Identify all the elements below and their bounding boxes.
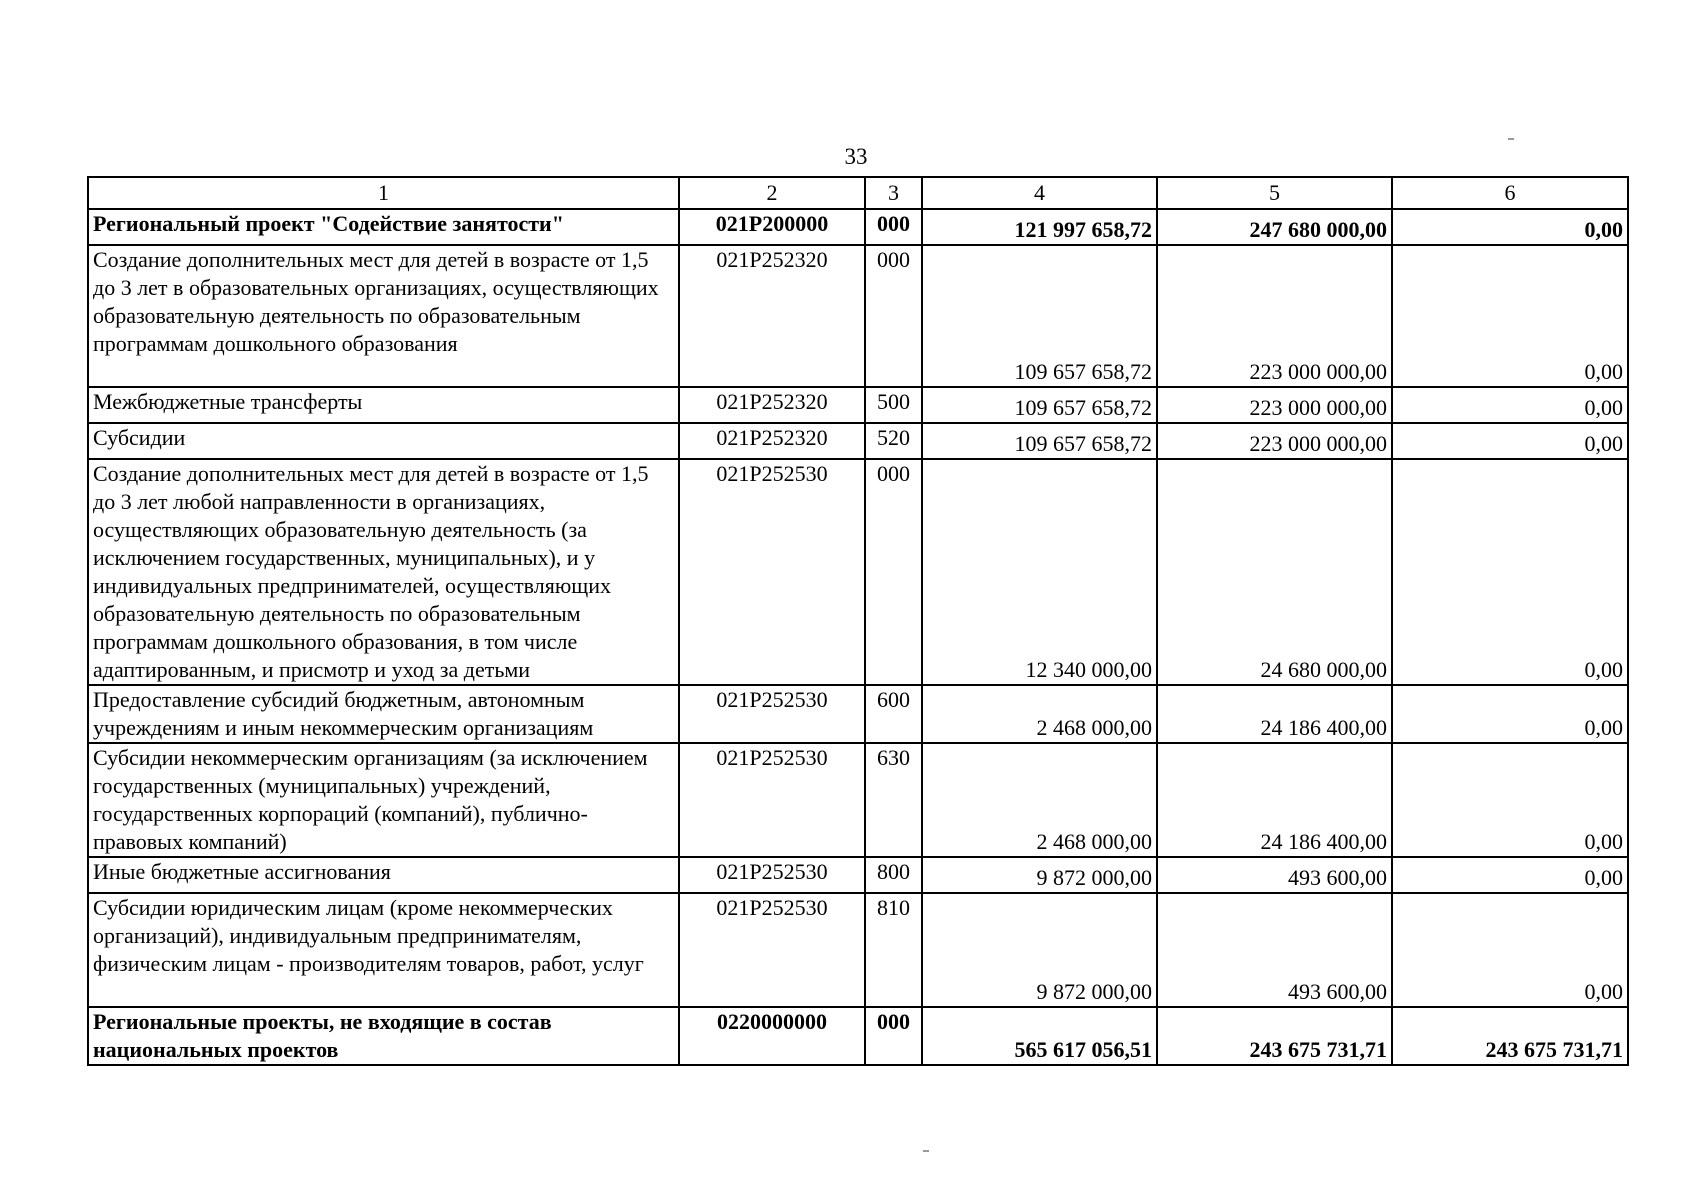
- row-name: Субсидии: [88, 423, 679, 459]
- row-kind: 000: [865, 459, 922, 685]
- row-kind: 000: [865, 1007, 922, 1065]
- column-number: 4: [922, 177, 1157, 209]
- row-code: 021P252530: [679, 893, 865, 1007]
- row-code: 021P252530: [679, 459, 865, 685]
- row-value-6: 0,00: [1392, 857, 1628, 893]
- row-value-4: 9 872 000,00: [922, 893, 1157, 1007]
- scan-speck: [923, 1150, 929, 1152]
- row-value-4: 109 657 658,72: [922, 423, 1157, 459]
- row-code: 021P252530: [679, 857, 865, 893]
- column-number: 3: [865, 177, 922, 209]
- row-code: 0220000000: [679, 1007, 865, 1065]
- row-name: Субсидии некоммерческим организациям (за исключением государственных (муниципальных) учреждений, государственных корпораций (компаний), публично-правовых компаний): [88, 743, 679, 857]
- row-kind: 630: [865, 743, 922, 857]
- row-kind: 800: [865, 857, 922, 893]
- row-value-5: 247 680 000,00: [1157, 209, 1392, 245]
- row-value-4: 565 617 056,51: [922, 1007, 1157, 1065]
- row-value-6: 0,00: [1392, 685, 1628, 743]
- budget-table: [87, 176, 1629, 1066]
- row-value-6: 0,00: [1392, 423, 1628, 459]
- column-number: 1: [88, 177, 679, 209]
- row-value-5: 493 600,00: [1157, 893, 1392, 1007]
- row-value-4: 109 657 658,72: [922, 245, 1157, 387]
- table-row: [88, 685, 1628, 743]
- column-number: 2: [679, 177, 865, 209]
- row-value-5: 223 000 000,00: [1157, 387, 1392, 423]
- table-row: [88, 245, 1628, 387]
- row-name: Региональный проект "Содействие занятости": [88, 209, 679, 245]
- row-kind: 600: [865, 685, 922, 743]
- column-number: 5: [1157, 177, 1392, 209]
- row-value-4: 2 468 000,00: [922, 685, 1157, 743]
- table-row: [88, 857, 1628, 893]
- row-value-4: 121 997 658,72: [922, 209, 1157, 245]
- row-code: 021P252320: [679, 245, 865, 387]
- row-code: 021P252530: [679, 685, 865, 743]
- row-value-6: 0,00: [1392, 245, 1628, 387]
- table-row: [88, 893, 1628, 1007]
- row-name: Создание дополнительных мест для детей в возрасте от 1,5 до 3 лет в образовательных организациях, осуществляющих образовательную деятельность по образовательным программам дошкольного образования: [88, 245, 679, 387]
- row-name: Иные бюджетные ассигнования: [88, 857, 679, 893]
- row-value-5: 24 186 400,00: [1157, 685, 1392, 743]
- row-code: 021P252320: [679, 423, 865, 459]
- table-row: [88, 423, 1628, 459]
- row-kind: 500: [865, 387, 922, 423]
- row-value-4: 2 468 000,00: [922, 743, 1157, 857]
- row-value-5: 243 675 731,71: [1157, 1007, 1392, 1065]
- row-code: 021P252320: [679, 387, 865, 423]
- scan-speck: [1508, 138, 1514, 140]
- row-value-4: 9 872 000,00: [922, 857, 1157, 893]
- page-number: 33: [844, 144, 868, 169]
- row-value-6: 0,00: [1392, 893, 1628, 1007]
- row-value-6: 0,00: [1392, 459, 1628, 685]
- row-value-6: 0,00: [1392, 387, 1628, 423]
- table-row: [88, 459, 1628, 685]
- row-value-4: 109 657 658,72: [922, 387, 1157, 423]
- row-value-6: 243 675 731,71: [1392, 1007, 1628, 1065]
- row-name: Субсидии юридическим лицам (кроме некоммерческих организаций), индивидуальным предпринимателям, физическим лицам - производителям товаров, работ, услуг: [88, 893, 679, 1007]
- row-kind: 000: [865, 245, 922, 387]
- table-row: [88, 1007, 1628, 1065]
- row-value-4: 12 340 000,00: [922, 459, 1157, 685]
- row-name: Межбюджетные трансферты: [88, 387, 679, 423]
- row-value-5: 223 000 000,00: [1157, 423, 1392, 459]
- table-row: [88, 743, 1628, 857]
- row-kind: 520: [865, 423, 922, 459]
- row-name: Региональные проекты, не входящие в состав национальных проектов: [88, 1007, 679, 1065]
- column-number: 6: [1392, 177, 1628, 209]
- row-name: Создание дополнительных мест для детей в возрасте от 1,5 до 3 лет любой направленности в организациях, осуществляющих образовательную деятельность (за исключением государственных, муниципальных), и у индивидуальных предпринимателей, осуществляющих образовательную деятельность по образовательным программам дошкольного образования, в том числе адаптированным, и присмотр и уход за детьми: [88, 459, 679, 685]
- row-value-6: 0,00: [1392, 209, 1628, 245]
- row-value-5: 223 000 000,00: [1157, 245, 1392, 387]
- table-header-row: [88, 177, 1628, 209]
- row-kind: 000: [865, 209, 922, 245]
- row-kind: 810: [865, 893, 922, 1007]
- row-value-5: 24 680 000,00: [1157, 459, 1392, 685]
- row-name: Предоставление субсидий бюджетным, автономным учреждениям и иным некоммерческим организациям: [88, 685, 679, 743]
- table-row: [88, 387, 1628, 423]
- row-code: 021P200000: [679, 209, 865, 245]
- row-value-5: 24 186 400,00: [1157, 743, 1392, 857]
- row-value-6: 0,00: [1392, 743, 1628, 857]
- table-row: [88, 209, 1628, 245]
- row-code: 021P252530: [679, 743, 865, 857]
- row-value-5: 493 600,00: [1157, 857, 1392, 893]
